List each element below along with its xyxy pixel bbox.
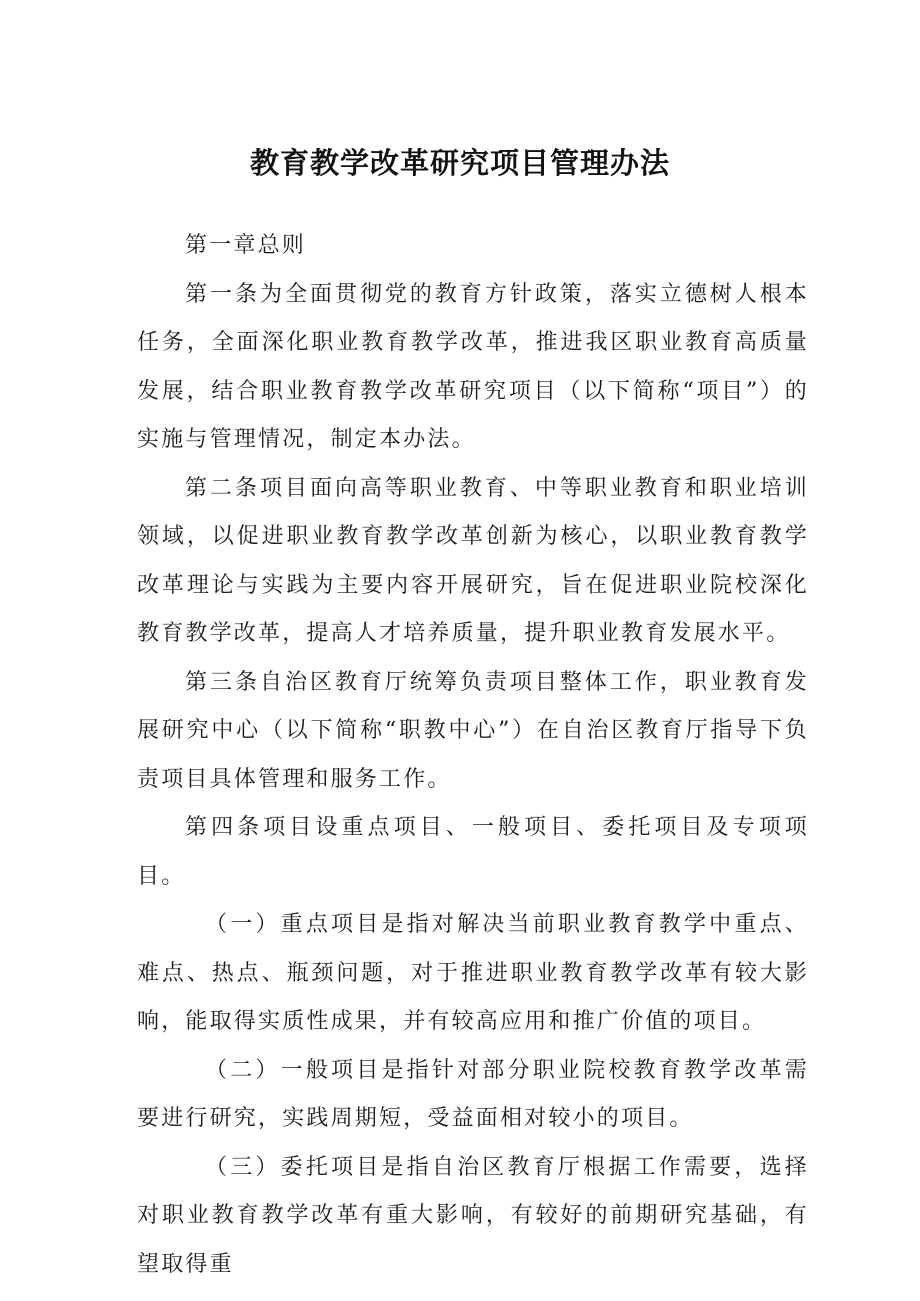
sub-item-commissioned-projects: （三）委托项目是指自治区教育厅根据工作需要，选择对职业教育教学改革有重大影响，有较好的前期研究基础，有望取得重 (137, 1154, 809, 1277)
article-3-paragraph: 第三条自治区教育厅统筹负责项目整体工作，职业教育发展研究中心（以下简称“职教中心”）在自治区教育厅指导下负责项目具体管理和服务工作。 (137, 669, 809, 792)
document-title: 教育教学改革研究项目管理办法 (249, 146, 670, 180)
article-1-paragraph: 第一条为全面贯彻党的教育方针政策，落实立德树人根本任务，全面深化职业教育教学改革，推进我区职业教育高质量发展，结合职业教育教学改革研究项目（以下简称“项目”）的实施与管理情况，制定本办法。 (137, 281, 809, 452)
document-body (137, 222, 809, 1289)
sub-item-key-projects: （一）重点项目是指对解决当前职业教育教学中重点、难点、热点、瓶颈问题，对于推进职业教育教学改革有较大影响，能取得实质性成果，并有较高应用和推广价值的项目。 (137, 912, 809, 1034)
sub-item-general-projects: （二）一般项目是指针对部分职业院校教育教学改革需要进行研究，实践周期短，受益面相对较小的项目。 (137, 1057, 809, 1131)
article-2-paragraph: 第二条项目面向高等职业教育、中等职业教育和职业培训领域，以促进职业教育教学改革创新为核心，以职业教育教学改革理论与实践为主要内容开展研究，旨在促进职业院校深化教育教学改革，提高人才培养质量，提升职业教育发展水平。 (137, 475, 809, 646)
chapter-heading: 第一章总则 (185, 233, 307, 258)
article-4-paragraph: 第四条项目设重点项目、一般项目、委托项目及专项项目。 (137, 815, 809, 889)
